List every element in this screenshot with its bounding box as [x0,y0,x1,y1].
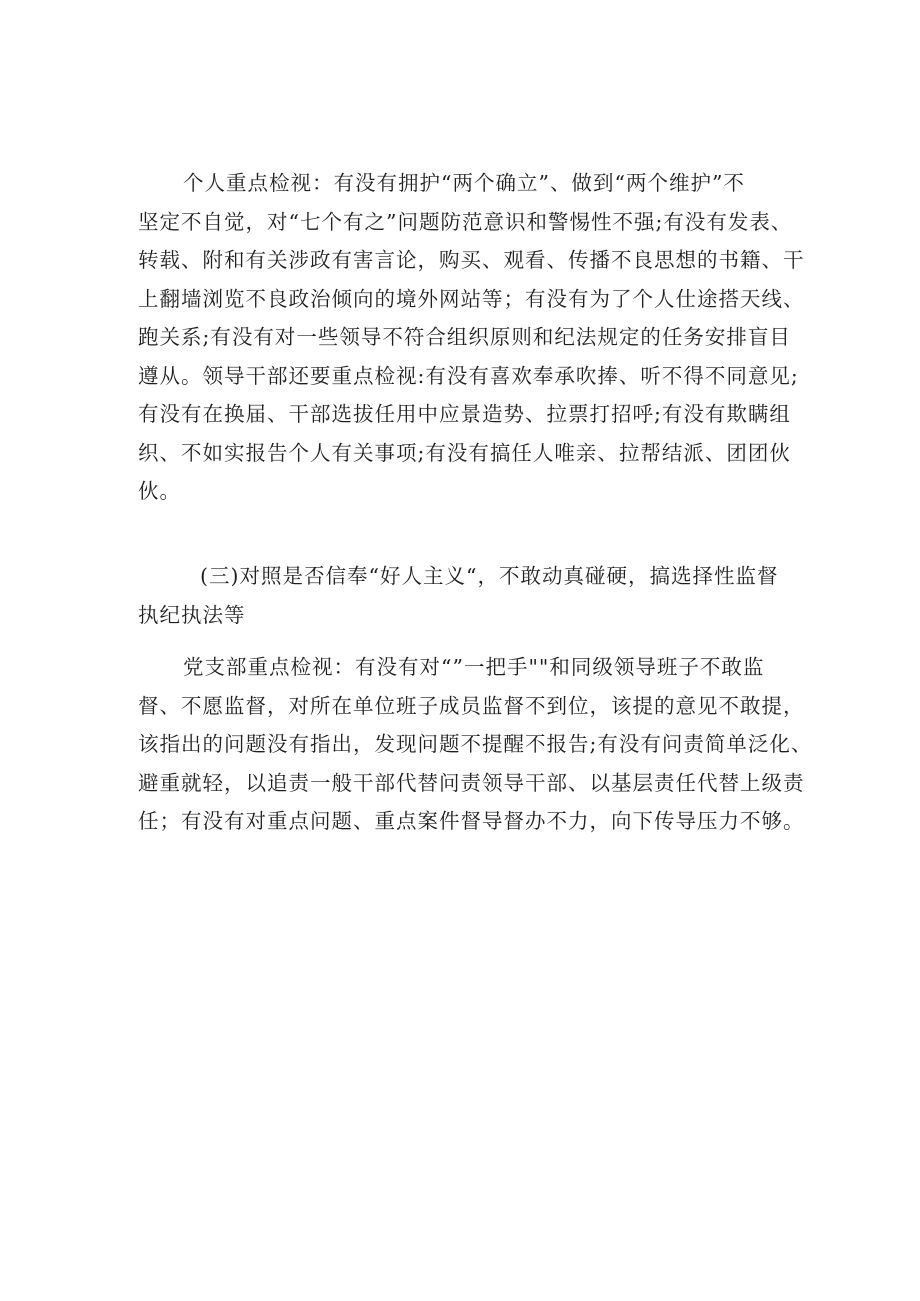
paragraph-line: 转载、附和有关涉政有害言论，购买、观看、传播不良思想的书籍、干 [138,248,805,272]
heading-line: (三)对照是否信奉“好人主义“，不敢动真碰硬，搞选择性监督 [200,564,779,588]
paragraph-line: 上翻墙浏览不良政治倾向的境外网站等；有没有为了个人仕途搭天线、 [138,286,805,311]
paragraph-party-branch-review [138,648,828,841]
paragraph-line: 避重就轻，以追责一般干部代替问责领导干部、以基层责任代替上级责 [138,770,805,795]
paragraph-line: 有没有在换届、干部选拔任用中应景造势、拉票打招呼;有没有欺瞒组 [138,402,791,426]
paragraph-line: 党支部重点检视：有没有对“”一把手""和同级领导班子不敢监 [183,655,765,679]
paragraph-line: 遵从。领导干部还要重点检视:有没有喜欢奉承吹捧、听不得不同意见; [138,363,799,388]
paragraph-line: 跑关系;有没有对一些领导不符合组织原则和纪法规定的任务安排盲目 [138,325,791,349]
paragraph-line: 该指出的问题没有指出，发现问题不提醒不报告;有没有问责简单泛化、 [138,732,813,756]
paragraph-line: 任；有没有对重点问题、重点案件督导督办不力，向下传导压力不够。 [138,809,805,833]
heading-line: 执纪执法等 [138,602,246,627]
paragraph-line: 织、不如实报告个人有关事项;有没有搞任人唯亲、拉帮结派、团团伙 [138,440,791,465]
paragraph-line: 伙。 [138,479,181,503]
paragraph-personal-review [138,164,828,511]
paragraph-line: 个人重点检视：有没有拥护“两个确立”、做到“两个维护”不 [183,171,745,195]
section-heading-three [138,557,828,634]
paragraph-line: 督、不愿监督，对所在单位班子成员监督不到位，该提的意见不敢提， [138,693,805,718]
paragraph-line: 坚定不自觉，对“七个有之”问题防范意识和警惕性不强;有没有发表、 [138,209,793,234]
